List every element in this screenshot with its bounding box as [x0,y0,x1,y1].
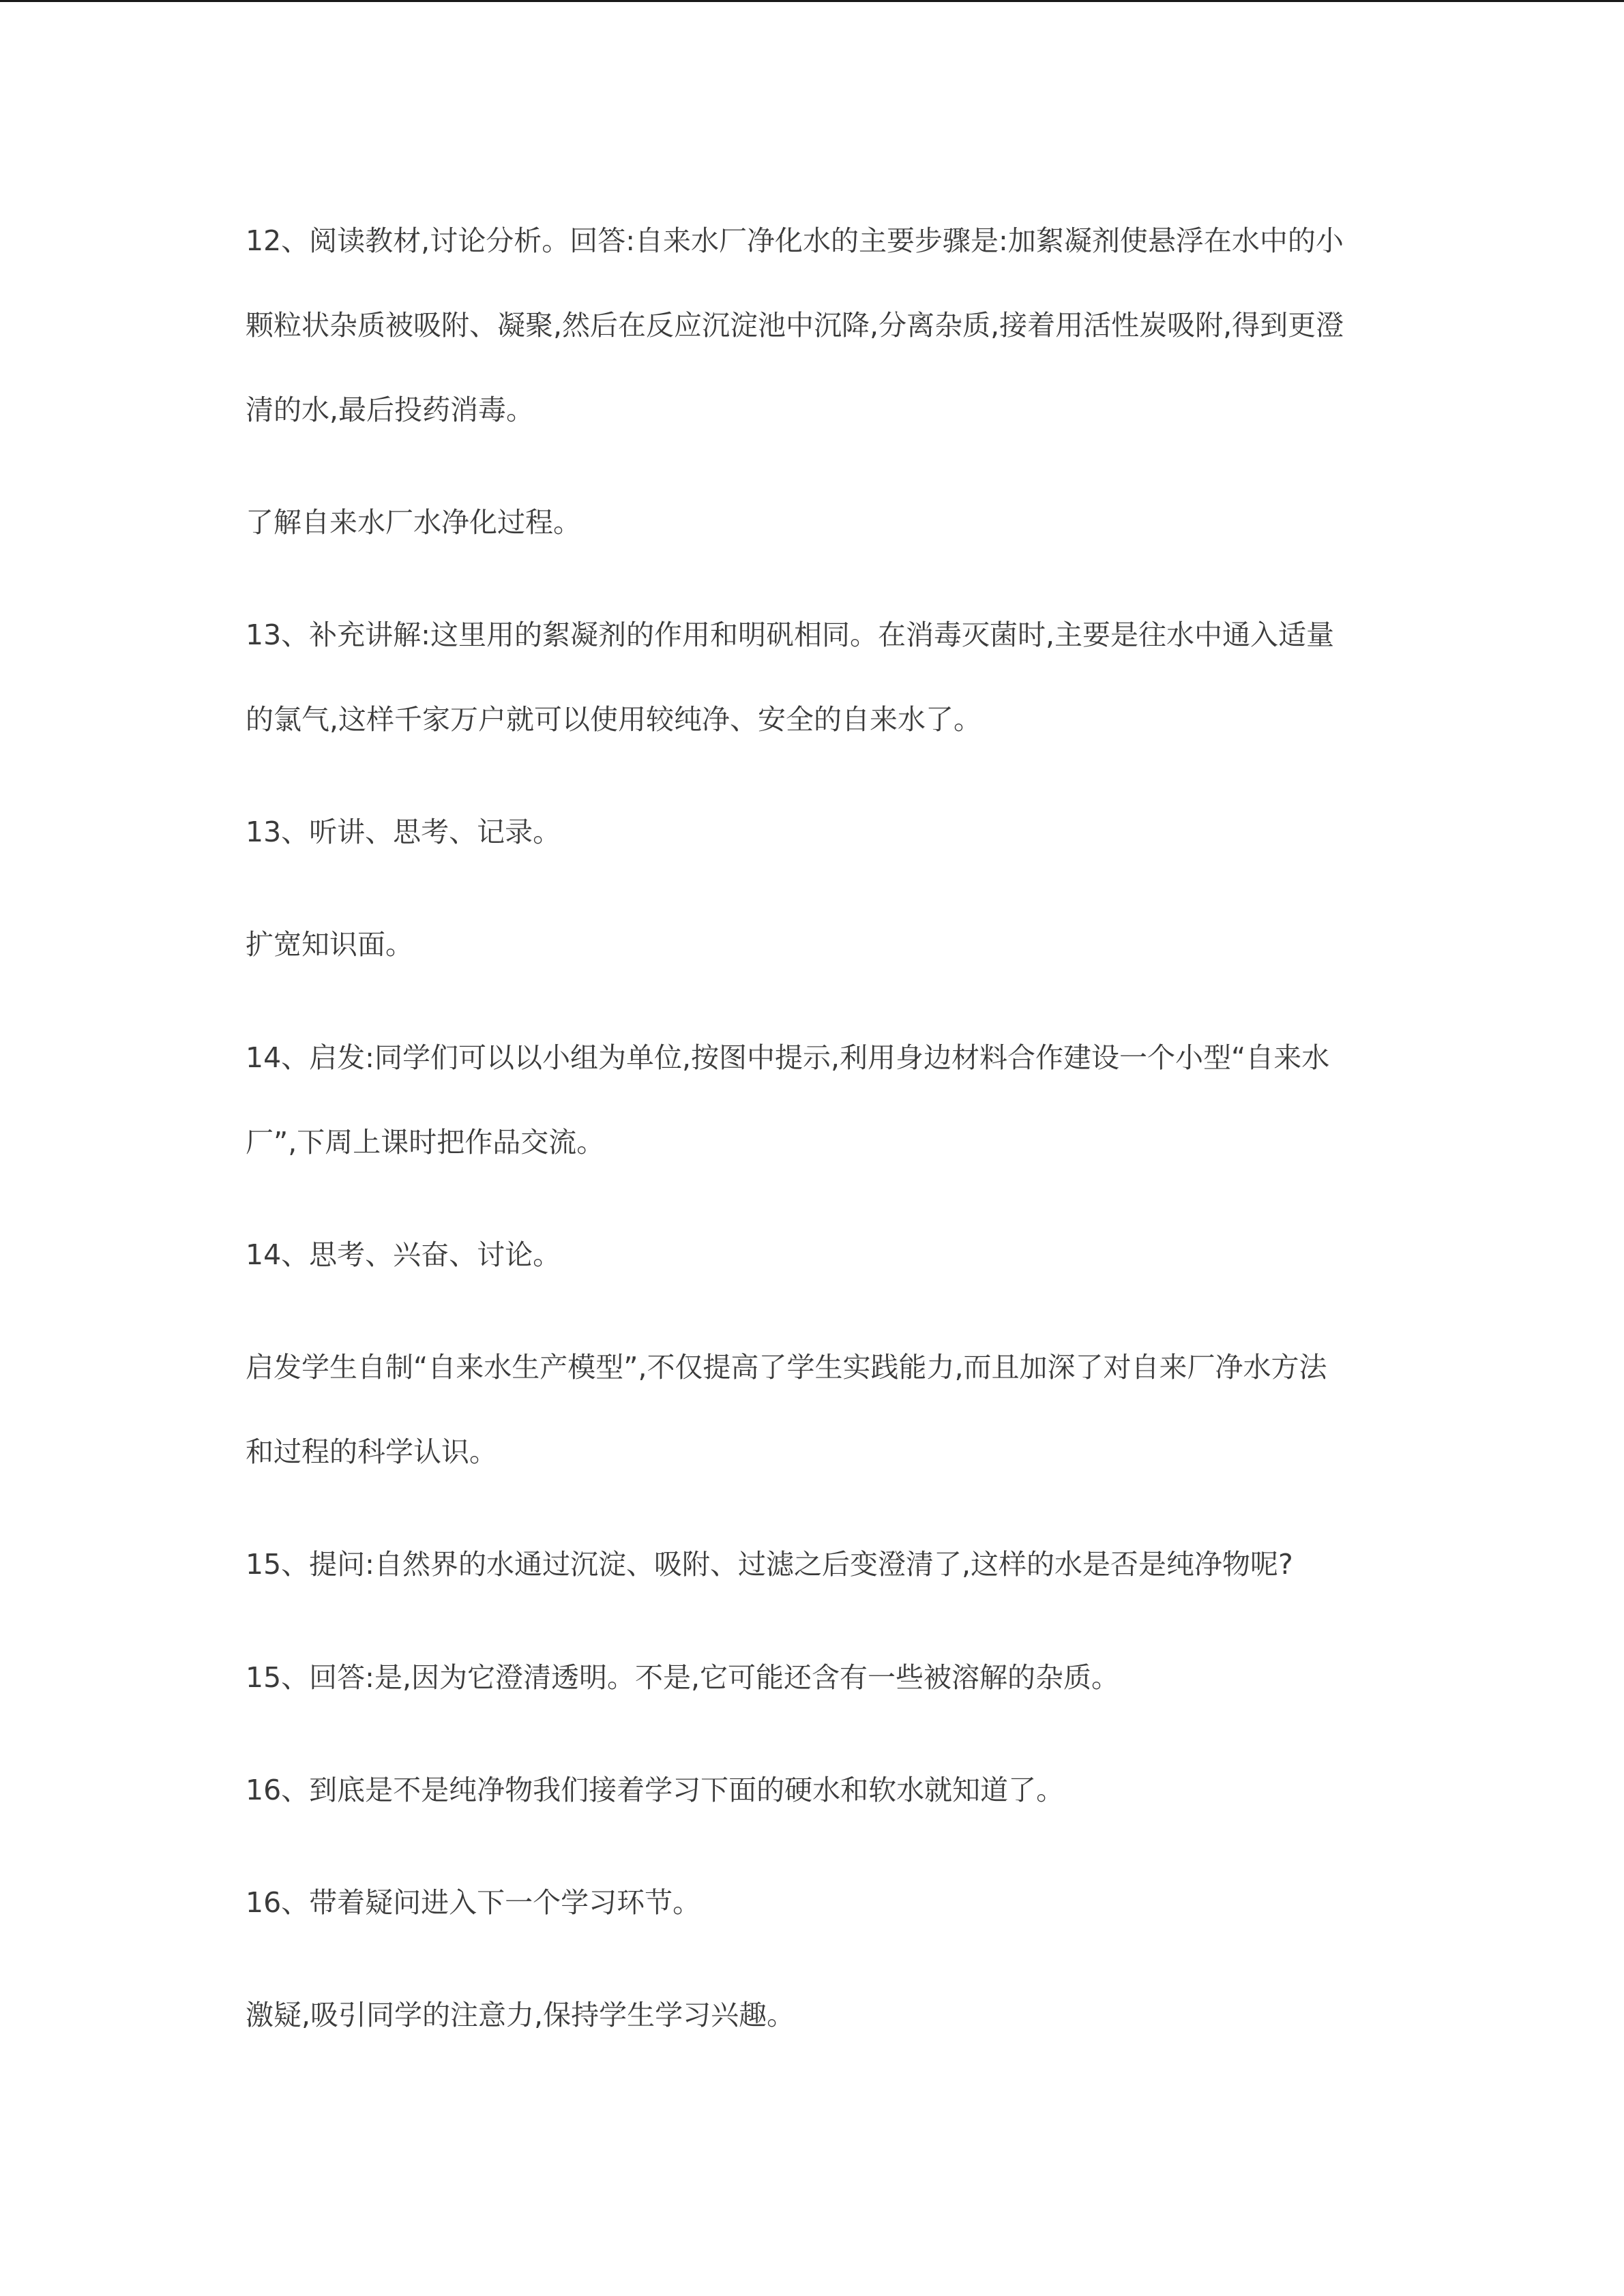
text-line: 激疑,吸引同学的注意力,保持学生学习兴趣。 [246,1999,795,2031]
text-line: 清的水,最后投药消毒。 [246,393,535,426]
text-line: 和过程的科学认识。 [246,1435,497,1468]
text-line: 的氯气,这样千家万户就可以使用较纯净、安全的自来水了。 [246,703,982,736]
text-line: 12、阅读教材,讨论分析。回答:自来水厂净化水的主要步骤是:加絮凝剂使悬浮在水中的小 [246,224,1344,257]
text-line: 14、启发:同学们可以以小组为单位,按图中提示,利用身边材料合作建设一个小型“自来水 [246,1041,1330,1074]
top-border-rule [0,0,1624,2]
text-line: 16、到底是不是纯净物我们接着学习下面的硬水和软水就知道了。 [246,1774,1065,1806]
text-line: 13、补充讲解:这里用的絮凝剂的作用和明矾相同。在消毒灭菌时,主要是往水中通入适量 [246,618,1335,651]
text-line: 16、带着疑问进入下一个学习环节。 [246,1886,701,1919]
text-line: 14、思考、兴奋、讨论。 [246,1238,561,1271]
text-line: 15、提问:自然界的水通过沉淀、吸附、过滤之后变澄清了,这样的水是否是纯净物呢? [246,1548,1293,1581]
text-line: 扩宽知识面。 [246,928,413,961]
text-line: 13、听讲、思考、记录。 [246,816,561,848]
text-line: 厂”,下周上课时把作品交流。 [246,1126,605,1159]
text-line: 颗粒状杂质被吸附、凝聚,然后在反应沉淀池中沉降,分离杂质,接着用活性炭吸附,得到更澄 [246,309,1344,342]
text-line: 启发学生自制“自来水生产模型”,不仅提高了学生实践能力,而且加深了对自来厂净水方法 [246,1351,1327,1384]
text-line: 15、回答:是,因为它澄清透明。不是,它可能还含有一些被溶解的杂质。 [246,1661,1120,1694]
text-line: 了解自来水厂水净化过程。 [246,506,581,539]
